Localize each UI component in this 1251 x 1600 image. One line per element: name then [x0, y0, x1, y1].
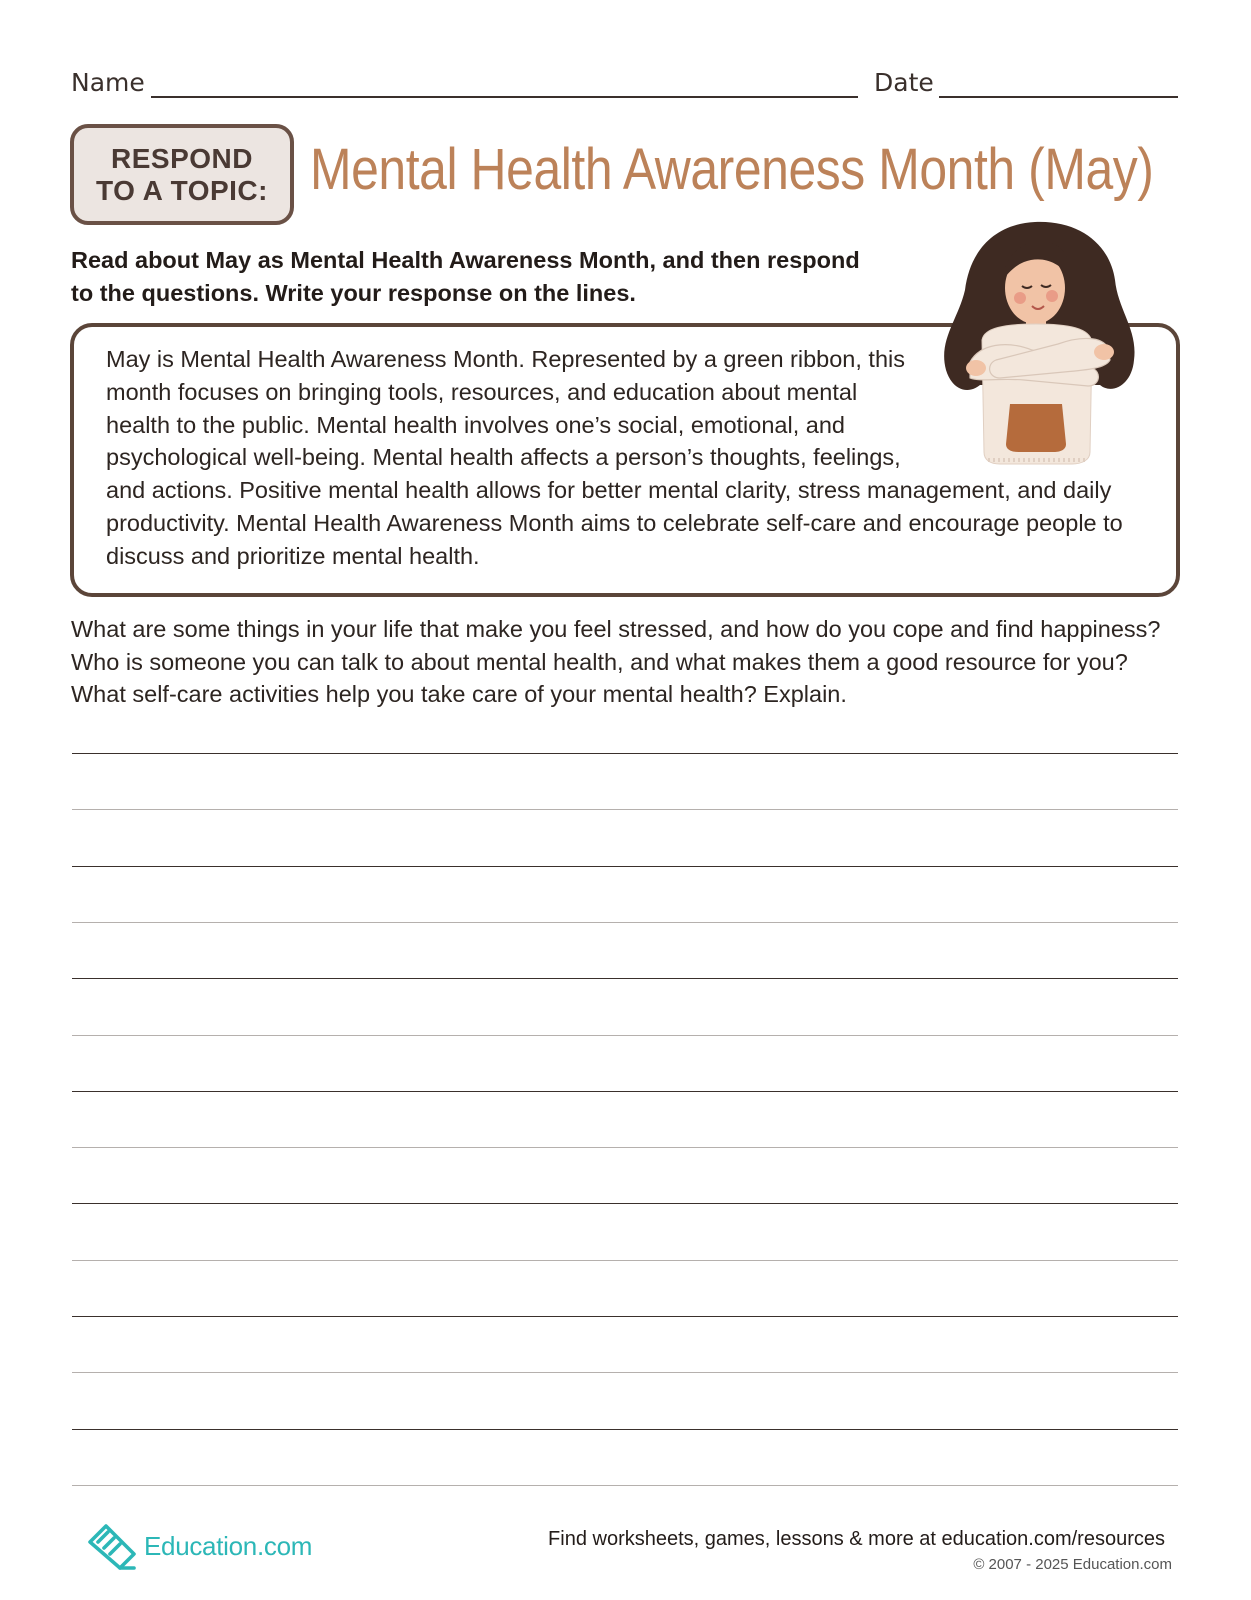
answer-line[interactable] [72, 1260, 1178, 1261]
education-logo-icon [86, 1520, 140, 1572]
footer-copyright: © 2007 - 2025 Education.com [973, 1556, 1172, 1573]
respond-to-topic-badge [70, 124, 294, 225]
education-logo [86, 1520, 312, 1572]
footer-tagline: Find worksheets, games, lessons & more at education.com/resources [548, 1528, 1165, 1550]
date-label: Date [874, 68, 934, 97]
answer-line[interactable] [72, 978, 1178, 979]
name-label: Name [71, 68, 145, 97]
page-title: Mental Health Awareness Month (May) [310, 137, 1154, 202]
answer-line[interactable] [72, 1147, 1178, 1148]
answer-line[interactable] [72, 1035, 1178, 1036]
answer-line[interactable] [72, 1485, 1178, 1486]
instructions: Read about May as Mental Health Awareness Month, and then respond to the questions. Write your response on the lines. [71, 247, 860, 306]
woman-hugging-self-illustration [940, 220, 1140, 470]
answer-line[interactable] [72, 1091, 1178, 1092]
answer-line[interactable] [72, 866, 1178, 867]
answer-line[interactable] [72, 922, 1178, 923]
reading-passage-text: May is Mental Health Awareness Month. Represented by a green ribbon, this month focuses on bringing tools, resources, and education about mental health to the public. Mental health involves one’s social, emotional, and psychological well-being. Mental health affects a person’s thoughts, feelings, and actions. Positive mental health allows for better mental clarity, stress management, and daily productivity. Mental Health Awareness Month aims to celebrate self-care and encourage people to discuss and prioritize mental health. [106, 346, 1123, 569]
date-field[interactable] [939, 96, 1178, 98]
answer-line[interactable] [72, 1316, 1178, 1317]
badge-text [96, 143, 268, 207]
response-prompt: What are some things in your life that make you feel stressed, and how do you cope and find happiness? Who is someone you can talk to about mental health, and what makes them a good resource for you? What self-care activities help you take care of your mental health? Explain. [71, 616, 1161, 707]
badge-line-2: TO A TOPIC: [96, 174, 268, 206]
answer-line[interactable] [72, 1372, 1178, 1373]
name-field[interactable] [151, 96, 858, 98]
badge-line-1: RESPOND [111, 142, 253, 174]
brand-name: Education.com [144, 1530, 313, 1561]
name-date-row [71, 66, 1178, 100]
answer-line[interactable] [72, 753, 1178, 754]
answer-line[interactable] [72, 809, 1178, 810]
answer-line[interactable] [72, 1429, 1178, 1430]
answer-line[interactable] [72, 1203, 1178, 1204]
